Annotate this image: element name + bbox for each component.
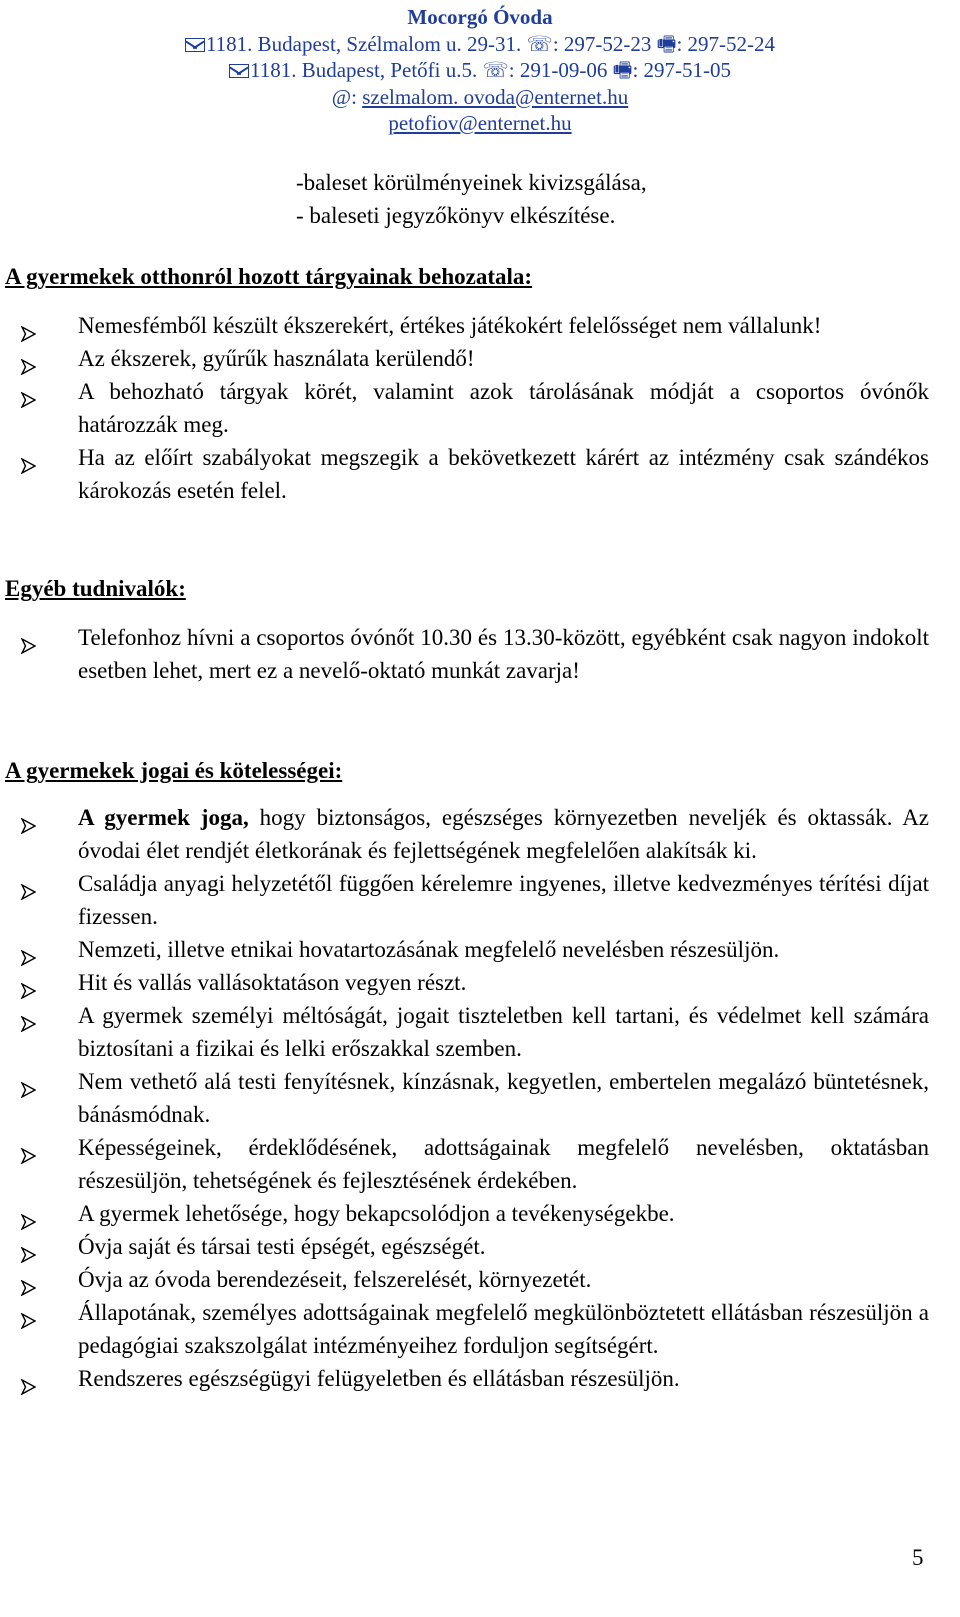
letterhead — [0, 4, 960, 137]
address-2: 1181. Budapest, Petőfi u.5. — [249, 58, 478, 82]
arrow-bullet-icon — [20, 630, 36, 646]
list-item-text: A gyermek személyi méltóságát, jogait tiszteletben kell tartani, és védelmet kell számára biztosítani a fizikai és lelki erőszakkal szemben. — [78, 1003, 929, 1061]
list-item-bold-lead: A gyermek joga, — [78, 805, 249, 830]
list-item — [8, 375, 929, 441]
list-item-text: Hit és vallás vallásoktatáson vegyen részt. — [78, 970, 467, 995]
envelope-icon — [185, 38, 205, 52]
list-item-text: Családja anyagi helyzetétől függően kérelemre ingyenes, illetve kedvezményes térítési díjat fizessen. — [78, 871, 929, 929]
fax-icon: 🖷 — [612, 58, 633, 82]
list-item-text: Az ékszerek, gyűrűk használata kerülendő! — [78, 346, 475, 371]
arrow-bullet-icon — [20, 810, 36, 826]
list-item — [8, 342, 929, 375]
page-number: 5 — [912, 1545, 924, 1570]
arrow-bullet-icon — [20, 318, 36, 334]
list-item-text: Nemesfémből készült ékszerekért, értékes játékokért felelősséget nem vállalunk! — [78, 313, 822, 338]
email-link-2[interactable]: petofiov@enternet.hu — [388, 111, 572, 135]
phone-icon: ☏ — [482, 58, 509, 82]
intro-line: - baleseti jegyzőkönyv elkészítése. — [296, 203, 616, 228]
phone-2: : 291-09-06 — [508, 58, 608, 82]
list-item-text: Állapotának, személyes adottságainak megfelelő megkülönböztetett ellátásban részesüljön a pedagógiai szakszolgálat intézményeihez forduljon segítségért. — [78, 1300, 929, 1358]
list-item — [8, 621, 929, 687]
list-item — [8, 867, 929, 933]
list-item-text: Nemzeti, illetve etnikai hovatartozásának megfelelő nevelésben részesüljön. — [78, 937, 780, 962]
list-item — [8, 1197, 929, 1230]
arrow-bullet-icon — [20, 942, 36, 958]
address-1: 1181. Budapest, Szélmalom u. 29-31. — [205, 31, 522, 56]
arrow-bullet-icon — [20, 1074, 36, 1090]
arrow-bullet-icon — [20, 876, 36, 892]
list-item — [8, 1296, 929, 1362]
arrow-bullet-icon — [20, 384, 36, 400]
list-item-text: Óvja az óvoda berendezéseit, felszerelését, környezetét. — [78, 1267, 592, 1292]
list-item — [8, 441, 929, 507]
arrow-bullet-icon — [20, 1008, 36, 1024]
section-title-belongings: A gyermekek otthonról hozott tárgyainak behozatala: — [5, 264, 533, 289]
letterhead-title: Mocorgó Óvoda — [407, 5, 553, 29]
letterhead-line-1 — [0, 31, 960, 58]
list-item — [8, 1131, 929, 1197]
phone-1: : 297-52-23 — [552, 31, 652, 56]
section-title-rights: A gyermekek jogai és kötelességei: — [5, 758, 343, 783]
list-item — [8, 1065, 929, 1131]
fax-icon: 🖷 — [656, 31, 677, 56]
arrow-bullet-icon — [20, 1272, 36, 1288]
list-item-text: Nem vethető alá testi fenyítésnek, kínzásnak, kegyetlen, embertelen megalázó büntetésnek, bánásmódnak. — [78, 1069, 929, 1127]
fax-2: : 297-51-05 — [632, 58, 732, 82]
intro-lines — [296, 166, 647, 232]
list-item — [8, 933, 929, 966]
list-item-text: Telefonhoz hívni a csoportos óvónőt 10.30 és 13.30-között, egyébként csak nagyon indokolt esetben lehet, mert ez a nevelő-oktató munkát zavarja! — [78, 625, 929, 683]
list-item-text: A gyermek lehetősége, hogy bekapcsolódjon a tevékenységekbe. — [78, 1201, 675, 1226]
list-item — [8, 1263, 929, 1296]
letterhead-email-line — [0, 84, 960, 111]
list-item-text: Ha az előírt szabályokat megszegik a bekövetkezett kárért az intézmény csak szándékos károkozás esetén felel. — [78, 445, 929, 503]
email-prefix: @: — [331, 84, 363, 109]
list-item — [8, 1230, 929, 1263]
section-title-other-info: Egyéb tudnivalók: — [5, 576, 186, 601]
envelope-icon — [229, 64, 249, 78]
list-item — [8, 801, 929, 867]
list-item-text: hogy biztonságos, egészséges környezetben neveljék és oktassák. Az óvodai élet rendjét életkorának és fejlettségének megfelelően alakítsák ki. — [78, 805, 930, 863]
arrow-bullet-icon — [20, 351, 36, 367]
arrow-bullet-icon — [20, 1239, 36, 1255]
list-item — [8, 999, 929, 1065]
list-item — [8, 309, 929, 342]
list-item — [8, 1362, 929, 1395]
list-item-text: Rendszeres egészségügyi felügyeletben és ellátásban részesüljön. — [78, 1366, 680, 1391]
arrow-bullet-icon — [20, 1140, 36, 1156]
letterhead-line-2 — [0, 57, 960, 84]
list-item-text: Képességeinek, érdeklődésének, adottságainak megfelelő nevelésben, oktatásban részesüljön, tehetségének és fejlesztésének érdekében. — [78, 1135, 929, 1193]
list-item-text: A behozható tárgyak körét, valamint azok tárolásának módját a csoportos óvónők határozzák meg. — [78, 379, 929, 437]
phone-icon: ☏ — [526, 31, 553, 56]
bullet-list-rights — [8, 801, 929, 1395]
arrow-bullet-icon — [20, 975, 36, 991]
fax-1: : 297-52-24 — [676, 31, 776, 56]
list-item-text: Óvja saját és társai testi épségét, egészségét. — [78, 1234, 486, 1259]
arrow-bullet-icon — [20, 1206, 36, 1222]
letterhead-email-line-2 — [0, 110, 960, 137]
list-item — [8, 966, 929, 999]
email-link-1[interactable]: szelmalom. ovoda@enternet.hu — [362, 84, 629, 109]
arrow-bullet-icon — [20, 450, 36, 466]
intro-line: -baleset körülményeinek kivizsgálása, — [296, 170, 647, 195]
bullet-list-belongings — [8, 309, 929, 507]
arrow-bullet-icon — [20, 1305, 36, 1321]
arrow-bullet-icon — [20, 1371, 36, 1387]
bullet-list-other-info — [8, 621, 929, 687]
